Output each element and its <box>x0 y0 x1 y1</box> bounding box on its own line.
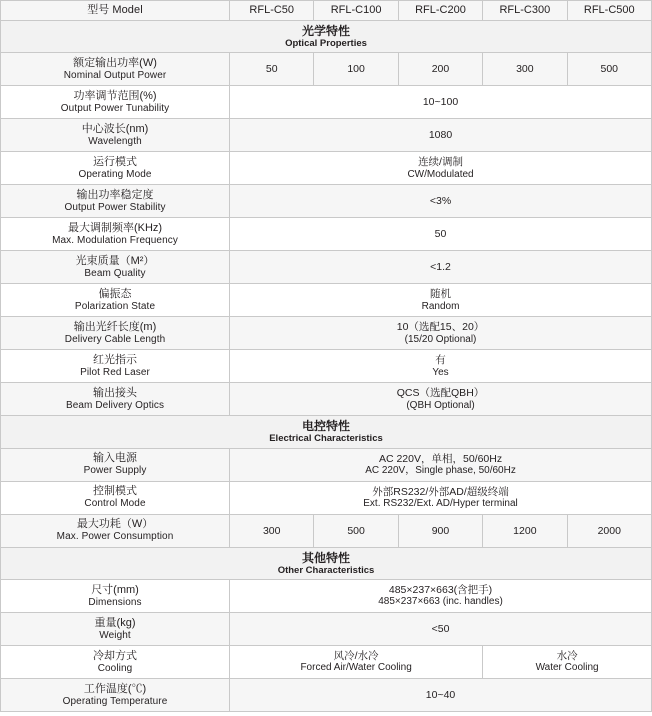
row-value-en: Yes <box>432 366 449 378</box>
row-label-en: Weight <box>99 629 131 641</box>
row-label-cn: 运行模式 <box>93 155 138 168</box>
row-value-merged <box>230 152 652 185</box>
row-value-en: 485×237×663 (inc. handles) <box>378 596 503 608</box>
row-value: 100 <box>314 53 398 86</box>
table-row <box>1 119 652 152</box>
table-row <box>1 86 652 119</box>
row-value-cn: 10~100 <box>422 96 459 109</box>
row-label <box>1 514 230 547</box>
row-label-en: Cooling <box>97 662 133 674</box>
row-value-split-2 <box>483 646 652 679</box>
section-title-en: Optical Properties <box>285 38 367 50</box>
row-value-en: Ext. RS232/Ext. AD/Hyper terminal <box>363 497 518 509</box>
row-label-cn: 红光指示 <box>93 353 138 366</box>
row-value: 500 <box>567 53 651 86</box>
section-header-optical <box>1 20 652 52</box>
row-label-en: Wavelength <box>88 135 142 147</box>
table-row <box>1 613 652 646</box>
row-value: 2000 <box>567 514 651 547</box>
row-label-cn: 偏振态 <box>98 287 132 300</box>
table-row <box>1 514 652 547</box>
row-value-merged <box>230 383 652 416</box>
row-label-cn: 冷却方式 <box>93 649 138 662</box>
header-model-4: RFL-C300 <box>483 1 567 21</box>
row-label-cn: 输出功率稳定度 <box>76 188 154 201</box>
row-label-cn: 最大调制频率(KHz) <box>67 221 163 234</box>
row-value: 200 <box>398 53 482 86</box>
section-title-en: Electrical Characteristics <box>269 433 383 445</box>
row-label <box>1 53 230 86</box>
row-value-merged <box>230 613 652 646</box>
section-title-cn: 电控特性 <box>301 419 350 434</box>
table-row <box>1 481 652 514</box>
table-row <box>1 152 652 185</box>
row-label-en: Output Power Stability <box>64 201 166 213</box>
row-label <box>1 646 230 679</box>
row-label-en: Max. Modulation Frequency <box>52 234 178 246</box>
row-label-en: Output Power Tunability <box>60 102 170 114</box>
row-label <box>1 86 230 119</box>
row-label <box>1 251 230 284</box>
header-model-3: RFL-C200 <box>398 1 482 21</box>
row-value-split-1 <box>230 646 483 679</box>
row-label <box>1 152 230 185</box>
row-label-en: Power Supply <box>83 465 147 477</box>
row-value-cn: 50 <box>434 228 447 241</box>
row-value-cn: 外部RS232/外部AD/超级终端 <box>372 485 509 498</box>
row-value: 1200 <box>483 514 567 547</box>
row-label <box>1 185 230 218</box>
row-value-en: (QBH Optional) <box>406 399 475 411</box>
header-model-label-cn: 型号 <box>87 4 110 16</box>
row-value-merged <box>230 218 652 251</box>
row-label-en: Delivery Cable Length <box>64 333 166 345</box>
row-label-en: Operating Temperature <box>62 695 168 707</box>
row-label-cn: 输出光纤长度(m) <box>73 320 157 333</box>
row-label <box>1 448 230 481</box>
row-value-merged <box>230 119 652 152</box>
header-model-2: RFL-C100 <box>314 1 398 21</box>
table-row <box>1 580 652 613</box>
row-value-cn: 随机 <box>430 288 452 301</box>
row-label <box>1 218 230 251</box>
row-value-en: (15/20 Optional) <box>404 333 477 345</box>
row-value-cn: 485×237×663(含把手) <box>388 583 493 596</box>
section-header-cell <box>1 20 652 52</box>
row-label-en: Polarization State <box>74 300 156 312</box>
table-row <box>1 383 652 416</box>
table-header-row <box>1 1 652 21</box>
header-model-1: RFL-C50 <box>230 1 314 21</box>
row-value-merged <box>230 679 652 712</box>
row-label-en: Pilot Red Laser <box>80 366 150 378</box>
row-value-cn: 风冷/水冷 <box>333 649 379 662</box>
row-label <box>1 284 230 317</box>
row-label <box>1 679 230 712</box>
header-model-5: RFL-C500 <box>567 1 651 21</box>
row-value-merged <box>230 86 652 119</box>
row-label <box>1 383 230 416</box>
row-label-cn: 中心波长(nm) <box>81 122 149 135</box>
row-value-cn: <1.2 <box>430 261 451 274</box>
header-model-label-en: Model <box>112 4 143 16</box>
row-value-merged <box>230 448 652 481</box>
table-row <box>1 284 652 317</box>
table-row <box>1 646 652 679</box>
row-value-cn: 连续/调制 <box>418 156 463 169</box>
row-label-cn: 控制模式 <box>93 485 138 498</box>
section-header-electrical <box>1 416 652 448</box>
row-value-cn: 有 <box>435 354 446 367</box>
row-value-en: Forced Air/Water Cooling <box>300 662 412 674</box>
row-label-en: Beam Delivery Optics <box>65 399 165 411</box>
row-label-cn: 功率调节范围(%) <box>73 89 157 102</box>
row-value-cn: 10（选配15、20） <box>396 321 485 334</box>
row-label <box>1 317 230 350</box>
row-value-merged <box>230 317 652 350</box>
row-value: 50 <box>230 53 314 86</box>
row-value-en: CW/Modulated <box>407 168 474 180</box>
row-value-cn: 1080 <box>428 129 453 142</box>
section-title-cn: 其他特性 <box>301 550 350 565</box>
table-row <box>1 218 652 251</box>
row-value: 300 <box>483 53 567 86</box>
row-value-cn: 水冷 <box>556 649 578 662</box>
row-label-en: Max. Power Consumption <box>56 531 174 543</box>
section-title-cn: 光学特性 <box>301 23 350 38</box>
table-row <box>1 317 652 350</box>
row-value-en: Random <box>421 300 460 312</box>
row-value-merged <box>230 284 652 317</box>
row-label-cn: 额定输出功率(W) <box>73 56 157 69</box>
row-label-en: Beam Quality <box>84 267 146 279</box>
row-value: 900 <box>398 514 482 547</box>
table-row <box>1 679 652 712</box>
header-model-label <box>1 1 230 21</box>
row-label-cn: 输入电源 <box>93 452 138 465</box>
row-label-cn: 输出接头 <box>93 386 138 399</box>
row-value-cn: QCS（选配QBH） <box>396 387 485 400</box>
table-row <box>1 251 652 284</box>
row-value-cn: AC 220V，单相，50/60Hz <box>378 452 503 465</box>
table-row <box>1 185 652 218</box>
row-label-en: Control Mode <box>84 498 146 510</box>
row-value-merged <box>230 251 652 284</box>
row-label-cn: 重量(kg) <box>94 616 136 629</box>
row-label <box>1 580 230 613</box>
row-label <box>1 481 230 514</box>
row-value-merged <box>230 350 652 383</box>
row-label <box>1 613 230 646</box>
row-value-cn: 10~40 <box>425 688 456 701</box>
row-label-cn: 光束质量（M²） <box>75 254 155 267</box>
row-label-en: Dimensions <box>88 596 142 608</box>
section-title-en: Other Characteristics <box>277 564 375 576</box>
table-row <box>1 448 652 481</box>
section-header-other <box>1 547 652 579</box>
row-label-en: Nominal Output Power <box>63 69 167 81</box>
row-value-merged <box>230 580 652 613</box>
row-label <box>1 350 230 383</box>
row-label-cn: 工作温度(℃) <box>83 682 147 695</box>
row-label-en: Operating Mode <box>78 168 152 180</box>
table-row <box>1 53 652 86</box>
section-header-cell <box>1 547 652 579</box>
row-value-en: AC 220V，Single phase, 50/60Hz <box>365 464 516 476</box>
row-value: 300 <box>230 514 314 547</box>
row-value-cn: <50 <box>431 622 450 635</box>
row-value-cn: <3% <box>429 195 452 208</box>
table-row <box>1 350 652 383</box>
row-value-merged <box>230 481 652 514</box>
row-label-cn: 最大功耗（W） <box>76 518 154 531</box>
row-label-cn: 尺寸(mm) <box>91 583 139 596</box>
row-label <box>1 119 230 152</box>
row-value: 500 <box>314 514 398 547</box>
row-value-merged <box>230 185 652 218</box>
row-value-en: Water Cooling <box>535 662 599 674</box>
section-header-cell <box>1 416 652 448</box>
